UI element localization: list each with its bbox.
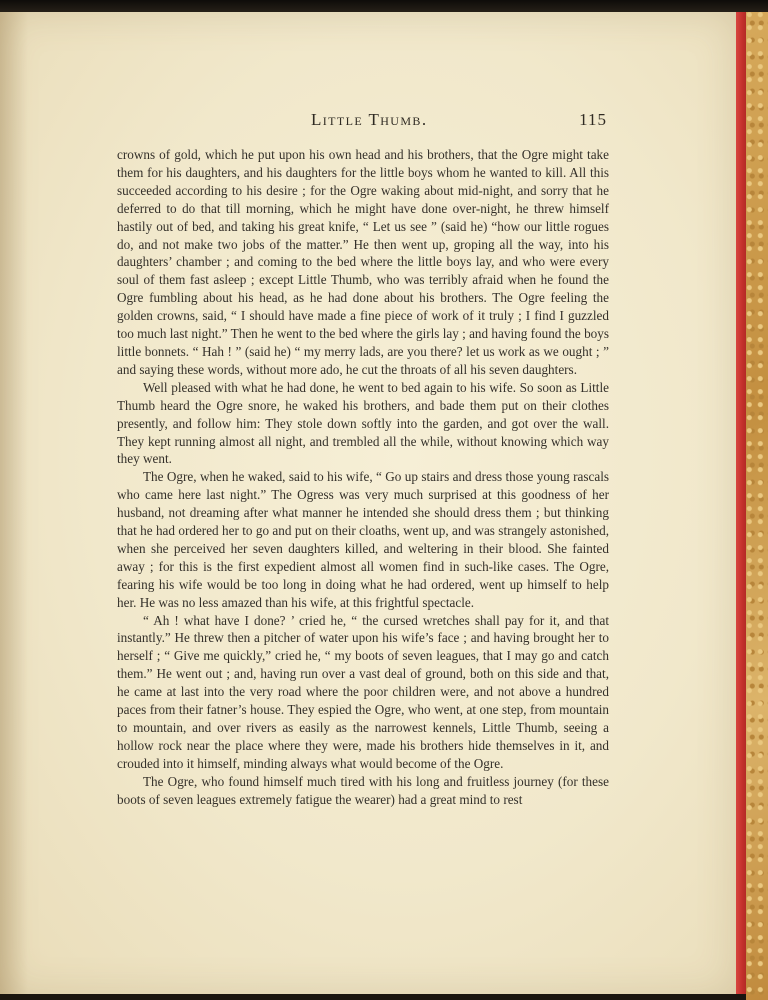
page-number: 115 [579, 110, 607, 129]
paragraph: Well pleased with what he had done, he went to bed again to his wife. So soon as Little Thumb heard the Ogre snore, he waked his brothers, and bade them put on their clothes presently, and follow him: They stole down softly into the garden, and got over the wall. They kept running almost all night, and trembled all the while, without knowing which way they went. [117, 379, 609, 467]
page-gutter-shadow [0, 12, 28, 996]
page-body-text [117, 146, 609, 809]
paragraph: The Ogre, when he waked, said to his wife, “ Go up stairs and dress those young rascals who came here last night.” The Ogress was very much surprised at this goodness of her husband, not dreaming after what manner he intended she should dress them ; but thinking that he had ordered her to go and put on their cloaths, went up, and was strangely astonished, when she perceived her seven daughters killed, and weltering in their blood. She fainted away ; for this is the first expedient almost all women find in such-like cases. The Ogre, fearing his wife would be too long in doing what he had ordered, went up himself to help her. He was no less amazed than his wife, at this frightful spectacle. [117, 469, 609, 610]
page-header [117, 110, 607, 134]
scan-background-bottom [0, 994, 746, 1000]
paragraph: crowns of gold, which he put upon his own head and his brothers, that the Ogre might take them for his daughters, and his daughters for the little boys whom he wanted to kill. All this succeeded according to his desire ; for the Ogre waking about mid-night, and sorry that he deferred to do that till morning, which he might have done over-night, he threw himself hastily out of bed, and taking his great knife, “ Let us see ” (said he) “how our little rogues do, and not make two jobs of the matter.” He then went up, groping all the way, into his daughters’ chamber ; and coming to the bed where the little boys lay, and who were every soul of them fast asleep ; except Little Thumb, who was terribly afraid when he found the Ogre fumbling about his head, as he had done about his brothers. The Ogre feeling the golden crowns, said, “ I should have made a fine piece of work of it truly ; I find I guzzled too much last night.” Then he went to the bed where the girls lay ; and having found the boys little bonnets. “ Hah ! ” (said he) “ my merry lads, are you there? let us work as we ought ; ” and saying these words, without more ado, he cut the throats of all his seven daughters. [117, 147, 609, 377]
paragraph: The Ogre, who found himself much tired with his long and fruitless journey (for these boots of seven leagues extremely fatigue the wearer) had a great mind to rest [117, 773, 609, 807]
page-red-edge [736, 12, 746, 996]
running-title: Little Thumb. [311, 110, 428, 129]
paragraph: “ Ah ! what have I done? ’ cried he, “ the cursed wretches shall pay for it, and that instantly.” He threw then a pitcher of water upon his wife’s face ; and having brought her to herself ; “ Give me quickly,” cried he, “ my boots of seven leagues, that I may go and catch them.” He went out ; and, having run over a vast deal of ground, both on this side and that, he came at last into the very road where the poor children were, and not above a hundred paces from their fatner’s house. They espied the Ogre, who went, at one step, from mountain to mountain, and over rivers as easily as the narrowest kennels, Little Thumb, seeing a hollow rock near the place where they were, made his brothers hide themselves in it, and crouded into it himself, minding always what would become of the Ogre. [117, 612, 609, 771]
decorative-endpaper [746, 12, 768, 1000]
